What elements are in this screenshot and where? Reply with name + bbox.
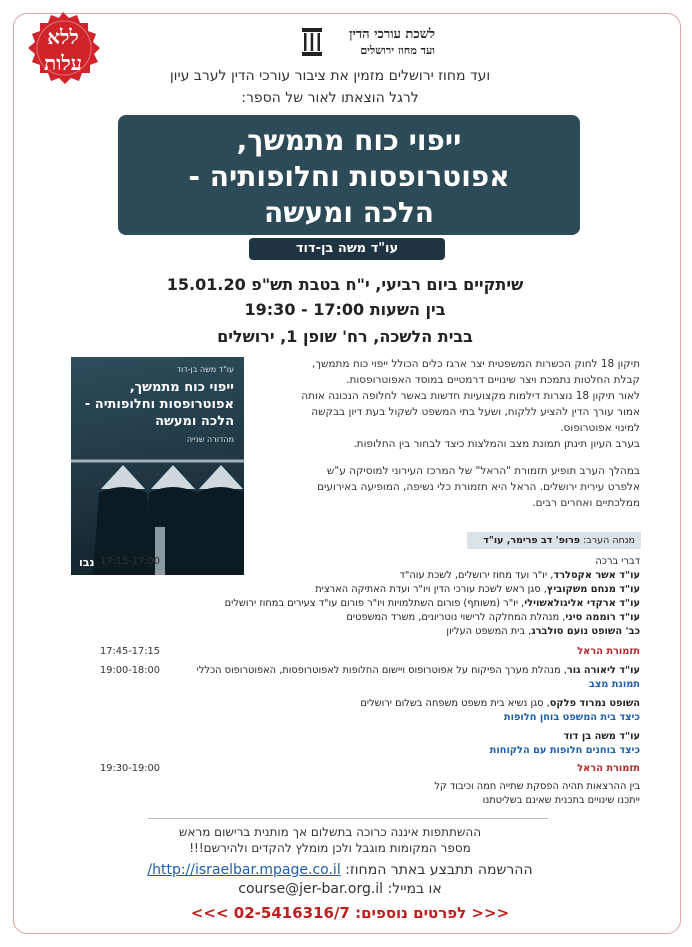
greeting-label: דברי ברכה xyxy=(595,556,640,567)
description-line: תיקון 18 לחוק הכשרות המשפטית יצר ארגז כלים הכולל ייפוי כוח מתמשך, xyxy=(311,358,640,370)
seal-line2: עלות xyxy=(44,51,82,75)
book-title-banner xyxy=(118,115,580,235)
moderator-bar xyxy=(467,532,641,549)
event-place: בבית הלשכה, רח' שופן 1, ירושלים xyxy=(217,327,473,346)
speaker-line: כב' השופט נועם סולברג, בית המשפט העליון xyxy=(446,626,640,637)
registration-prefix: ההרשמה תתבצע באתר המחוז: xyxy=(345,862,533,878)
event-date: שיתקיים ביום רביעי, י"ח בטבת תש"פ 15.01.20 xyxy=(166,275,524,294)
footer-registration-mail xyxy=(130,881,550,897)
author-badge: עו"ד משה בן-דוד xyxy=(249,238,445,260)
footer-divider xyxy=(148,818,548,819)
speaker-line: עו"ד אשר אקסלרד, יו"ר ועד מחוז ירושלים, לשכת עוה"ד xyxy=(399,570,640,581)
logo-line1: לשכת עורכי הדין xyxy=(349,27,435,42)
session-time: 19:00-18:00 xyxy=(100,665,161,676)
mail-prefix: או במייל: xyxy=(387,881,442,897)
mail-address[interactable]: course@jer-bar.org.il xyxy=(238,881,384,897)
registration-link[interactable]: http://israelbar.mpage.co.il/ xyxy=(147,862,341,878)
logo-line2: ועד מחוז ירושלים xyxy=(360,44,435,57)
schedule-session-3 xyxy=(100,664,640,760)
talk-speaker: עו"ד ליאורה גור, מנהלת מערך הפיקוח על אפוטרופוס ויישום החלופות לאפוטרופסות, האפוטרופוס הכללי xyxy=(196,665,640,676)
title-line2: אפוטרופסות וחלופותיה - xyxy=(188,160,510,193)
footer-registration-note: ההשתתפות איננה כרוכה בתשלום אך מותנית ברישום מראש xyxy=(178,825,482,839)
book-cover-publisher: נבו xyxy=(79,556,95,569)
book-cover-author: עו"ד משה בן-דוד xyxy=(176,365,234,374)
schedule-notes xyxy=(100,780,640,810)
description-line: במהלך הערב תופיע תזמורת "הראל" של המרכז העירוני למוסיקה ע"ש xyxy=(326,465,640,477)
event-time: בין השעות 17:00 - 19:30 xyxy=(244,300,446,319)
description-line: ממלכתיים ואחרים רבים. xyxy=(532,497,640,509)
schedule-note: ייתכנו שינויים בתכנית שאינם בשליטתנו xyxy=(482,795,640,806)
talk-topic: כיצד בוחנים חלופות עם הלקוחות xyxy=(489,745,640,756)
title-line3: הלכה ומעשה xyxy=(263,196,434,229)
schedule-session-1 xyxy=(100,555,640,639)
speaker-line: עו"ד מנחם משקוביץ, סגן ראש לשכת עורכי הדין ויו"ר ועדת האתיקה הארצית xyxy=(315,584,640,595)
moderator-name: פרופ' דב פרימר, עו"ד xyxy=(483,535,581,546)
description-line: למינוי אפוטרופוס. xyxy=(560,422,640,434)
scales-logo-icon xyxy=(300,26,324,58)
book-cover-edition: מהדורה שנייה xyxy=(186,435,234,444)
description-line: בערב העיון תינתן תמונת מצב והמלצות כיצד לבחור בין החלופות. xyxy=(353,438,640,450)
session-time: 19:30-19:00 xyxy=(100,763,161,774)
talk-speaker: השופט נמרוד פלקס, סגן נשיא בית משפט משפחה בשלום ירושלים xyxy=(360,698,640,709)
talk-topic: כיצד בית המשפט בוחן חלופות xyxy=(503,712,640,723)
footer-limited-seats: מספר המקומות מוגבל ולכן מומלץ להקדים ולהירשם!!! xyxy=(189,841,471,855)
speaker-line: עו"ד ארקדי אליגולאשוילי, יו"ר (משותף) פורום השתלמויות ויו"ר פורום עו"ד צעירים במחוז ירושלים xyxy=(224,598,640,609)
schedule-session-4 xyxy=(100,762,640,778)
seal-line1: ללא xyxy=(47,25,79,49)
session-title: תזמורת הראל xyxy=(577,646,640,657)
schedule-session-2 xyxy=(100,645,640,661)
intro-line2: לרגל הוצאתו לאור של הספר: xyxy=(241,90,419,106)
contact-phone: <<< לפרטים נוספים: 02-5416316/7 >>> xyxy=(190,904,510,922)
speaker-line: עו"ד רוממה סיני, מנהלת המחלקה לרישוי נוטריונים, משרד המשפטים xyxy=(346,612,640,623)
description-paragraph-1 xyxy=(254,356,640,452)
description-line: קבלת החלטות נתמכת ויצר שינויים דרמטיים במוסד האפוטרופסות. xyxy=(346,374,640,386)
session-time: 17:15-17:00 xyxy=(100,556,161,567)
book-cover-title: ייפוי כוח מתמשך, אפוטרופסות וחלופותיה - הלכה ומעשה xyxy=(84,380,234,429)
intro-line1: ועד מחוז ירושלים מזמין את ציבור עורכי הדין לערב עיון xyxy=(169,68,491,84)
bar-association-logo xyxy=(300,24,435,60)
session-title: תזמורת הראל xyxy=(577,763,640,774)
description-line: לאור תיקון 18 נוצרות דילמות מקצועיות חדשות באשר לחלופה הנכונה אותה xyxy=(301,390,640,402)
schedule-note: בין ההרצאות תהיה הפסקת שתייה חמה וכיבוד קל xyxy=(434,781,640,792)
description-line: אמור עורך הדין להציע ללקוח, ושעל בתי המשפט לשקול בעת דיון בבקשה xyxy=(311,406,640,418)
talk-speaker: עו"ד משה בן דוד xyxy=(563,731,640,742)
description-line: אלפרט עירית ירושלים. הראל היא תזמורת כלי נשיפה, המופיעה באירועים xyxy=(317,481,640,493)
description-paragraph-2 xyxy=(254,463,640,511)
footer-registration-site xyxy=(130,862,550,878)
moderator-label: מנחה הערב: xyxy=(583,535,635,546)
book-cover xyxy=(71,357,244,575)
title-line1: ייפוי כוח מתמשך, xyxy=(236,124,462,157)
session-time: 17:45-17:15 xyxy=(100,646,161,657)
talk-topic: תמונת מצב xyxy=(588,679,640,690)
